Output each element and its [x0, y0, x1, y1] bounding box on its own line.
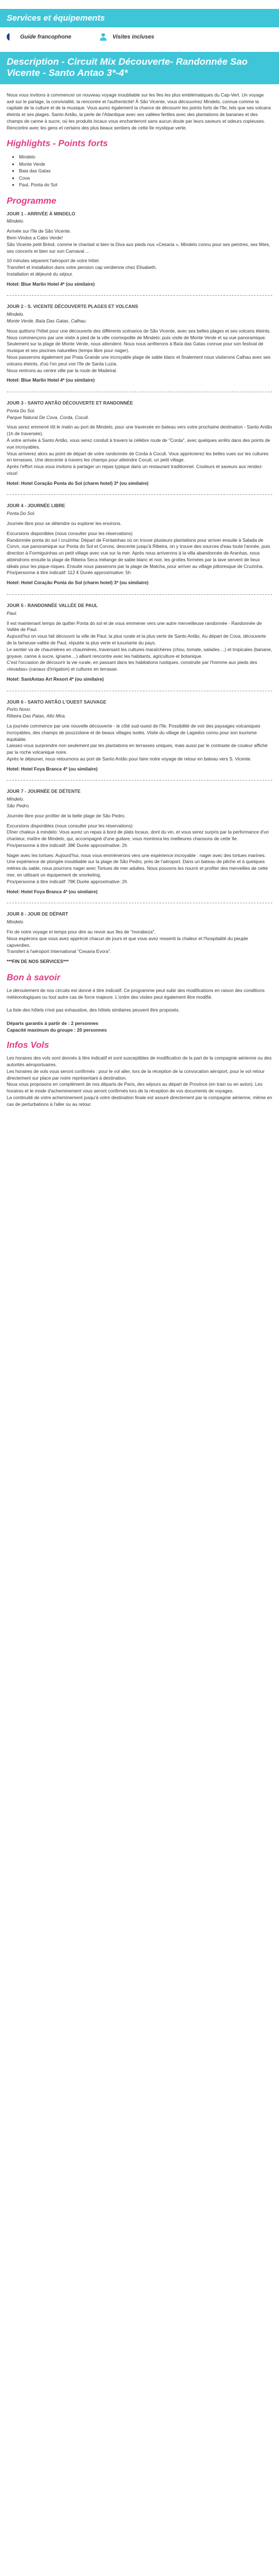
guide-person-icon — [99, 33, 107, 41]
day-hotel: Hotel: Hotel Foya Branca 4* (ou similaire) — [7, 888, 98, 894]
programme-day — [0, 911, 279, 965]
good-to-know-title: Bon à savoir — [7, 972, 61, 983]
service-item-guide — [7, 33, 71, 41]
day-hotel: Hotel: Blue Marlin Hotel 4* (ou similaire) — [7, 281, 95, 287]
highlights-title: Highlights - Points forts — [7, 139, 108, 149]
day-separator — [7, 295, 272, 296]
end-of-services: ***FIN DE NOS SERVICES*** — [7, 959, 69, 965]
day-description: Fin de notre voyage et temps pour dire au revoir aux îles de "morabeza". Nous espérons que vous avez apprécié chacun de jours et que vous avez ressenti la chaleur et l'hospitalité du peuple capverdien. Transfert à l'aéroport International "Cesaria Evora". — [7, 928, 248, 955]
programme-days — [0, 211, 279, 965]
day-location: Porto Novo. Ribeira Das Patas, Alto Mira. — [7, 706, 66, 719]
services-section-title: Services et équipements — [0, 9, 279, 27]
service-item-visits — [99, 33, 155, 41]
day-title: JOUR 8 - JOUR DE DÉPART — [7, 911, 69, 917]
highlight-item: • Paul, Ponta do Sol — [19, 181, 279, 188]
programme-day — [0, 788, 279, 895]
day-title: JOUR 5 - RANDONNÉE VALLÉE DE PAUL — [7, 603, 98, 609]
capacity-info: Capacité maximum du groupe : 20 personnes — [7, 1027, 107, 1033]
programme-day — [0, 699, 279, 773]
flights-text: Les horaires des vols sont donnés à titre indicatif et sont susceptibles de modification de la part de la compagnie aérienne ou des autorités aéroportuaires. Les horaires de vols vous seront confirmés : pour le vol aller, lors de la réception de la convocation aéroport, pour le vol retour directement sur place par notre représentant à destination. Nous vous proposons en complément de nos départs de Paris, des séjours au départ de Province (en train ou en avion). Les horaires et le mode d'acheminement vous seront confirmés lors de la réception de vos documents de voyages. La continuité de votre acheminement jusqu'à votre destination finale est assuré directement par la compagnie aérienne, même en cas de perturbations à l'aller ou au retour. — [7, 1055, 272, 1107]
day-separator — [7, 780, 272, 781]
day-separator — [7, 494, 272, 495]
day-location: Paul. — [7, 610, 17, 616]
day-location: Mindelo. — [7, 218, 25, 224]
good-to-know-text: La liste des hôtels n'est pas exhaustive, des hôtels similaires peuvent être proposés. — [7, 1007, 180, 1013]
programme-day — [0, 304, 279, 384]
day-location: Mindelo. Monte Verde, Baía Das Gatas, Calhau. — [7, 311, 87, 324]
day-description: 10 minutes séparent l'aéroport de votre hôtel. Transfert et installation dans votre pension cap verdienne chez Elisabeth. Installation et déjeuné du séjour. — [7, 258, 157, 277]
programme-title: Programme — [7, 196, 56, 206]
day-hotel: Hotel: Hotel Coração Ponta do Sol (charm hotel) 3* (ou similaire) — [7, 580, 149, 586]
day-description: Excursions disponibles (nous consulter pour les réservations) Dîner chaleux à mindelo: Vous aurez un repas à bord de plats locaux, dont du vin, et vous serez surpris par la performance d'un chanteur, maître de Mindelo, qui, accompagné d'une guitare, vous montrera les meilleures chansons de cette île. Prix/personne à titre indicatif: 38€ Durée approximative: 2h — [7, 822, 269, 848]
day-separator — [7, 594, 272, 595]
flights-title: Infos Vols — [7, 1041, 49, 1051]
day-title: JOUR 1 - ARRIVÉE À MINDELO — [7, 210, 75, 216]
departures-info: Départs garantis à partir de : 2 personnes — [7, 1020, 99, 1027]
day-title: JOUR 4 - JOURNÉE LIBRE — [7, 503, 65, 509]
good-to-know-text: Le déroulement de nos circuits est donné à titre indicatif. Ce programme peut subir des modifications en raison des conditions météorologiques ou tout autre cas de force majeure. L'ordre des visites peut également être modifié. — [7, 987, 265, 1000]
day-hotel: Hotel: SantAntao Art Resort 4* (ou similaire) — [7, 676, 104, 682]
highlight-item: • Monte Verde — [19, 161, 279, 167]
day-location: Mindelo. — [7, 919, 25, 925]
description-text: Nous vous invitons à commencer un nouveau voyage inoubliable sur les îles les plus emblématiques du Cap-Vert. Un voyage axé sur le partage, la convivialité, la rencontre et l'authenticité! À São Vicente, vous découvrirez Mindelo, connue comme la capitale de la culture et de la musique. Vous aurez également la chance de découvrir les points forts de l'île, tels que ses volcans éteints et ses plages. Santo Antão, la perle de l'Atlantique avec ses vallées fertiles avec des plantations de bananes et des champs de canne à sucre, où les produits locaux vous enchanteront sans aucun doute par leurs saveurs et odeurs copieuses. Rencontre avec les gens et certains des plus beaux sentiers de cette île mystique verte. — [7, 92, 271, 131]
day-hotel: Hotel: Hotel Foya Branca 4* (ou similaire) — [7, 765, 98, 772]
day-title: JOUR 2 - S. VICENTE DÉCOUVERTE PLAGES ET VOLCANS — [7, 304, 138, 310]
day-description: Vous serez emmené tôt le matin au port de Mindelo, pour une traversée en bateau vers votre prochaine destination - Santo Antão (1h de traversée). À votre arrivée à Santo Antão, vous serez conduit à travers la célèbre route de "Corda", avec quelques arrêts dans des points de vue incroyables. Vous arriverez alors au point de départ de votre randonnée de Corda à Coculi. Vous apprécierez les belles vues sur les cultures en terrasses. Une descente à travers les champs pour atteindre Coculi, un petit village. Après l'effort nous vous invitons à partager un repas typique dans un restaurant traditionnel. Couleurs et saveurs aux rendez-vous! — [7, 424, 272, 476]
highlights-list — [0, 153, 279, 188]
day-description: Nager avec les tortues: Aujourd'hui, nous vous emmènerons vers une expérience incroyable : nager avec des tortues marines. Une expérience de plongée inoubliable sur la plage de São Pedro, près de l'aéroport. Dans un bateau de pêche et à quelques mètres du sable, nous pourrons nager avec Tortues de mer adultes. Nous pouvons les nourrir et profiter des merveilles de cette mer, en utilisant un équipement de snorkeling. Prix/personne à titre indicatif: 78€ Durée approximative: 2h — [7, 852, 268, 884]
day-description: Nous quittons l'hôtel pour une découverte des différents scénarios de São Vicente, avec ses belles plages et ses volcans éteints. Nous commençons par une visite à pied de la ville cosmopolite de Mindelo; puis visite de Monte Verde et sa vue panoramique. Seulement sur la plage de Monte Verde, nous attendent. Nous nous arrêterons à Baía das Gatas connue pour son festival de musique et ses piscines naturelles (temps libre pour nager). Nous passerons également par Praia Grande une incroyable plage de sable blanc et finalement nous visiterons Calhau avec ses volcans éteints, d'où l'on peut voir l'île de Santa Luzia. Nous rentrons au centre ville par la route de Madeiral. — [7, 328, 271, 373]
programme-day — [0, 211, 279, 288]
day-description: La journée commence par une nouvelle découverte - le côté sud-ouest de l'île. Possibilité de voir des paysages volcaniques incroyables, des champs de pouzzolane et de beaux villages isolés. Visite du village de Lagedos connu pour son tourisme équitable. Laissez-vous surprendre non seulement par les plantations en terrasses uniques, mais aussi par le contraste de couleur affiché par la roche volcanique noire. Après le déjeuner, nous retournons au port de Santo Antão pour faire notre voyage de retour en bateau vers S. Vicente. — [7, 723, 268, 762]
day-title: JOUR 6 - SANTO ANTÃO L'OUEST SAUVAGE — [7, 699, 107, 705]
day-location: Ponta Do Sol. Parque Natural De Cova, Corda, Coculi. — [7, 407, 89, 420]
day-description: Journée libre pour profiter de la belle plage de São Pedro. — [7, 812, 126, 818]
day-title: JOUR 7 - JOURNÉE DE DÉTENTE — [7, 788, 81, 795]
day-description: Il est maintenant temps de quitter Ponta do sol et de vous emmener vers une autre merveilleuse randonnée - Randonnée de Vallée de Paul. Aujourd'hui on vous fait découvrir la ville de Paul, la plus rurale et la plus verte de Santo Antão. Au départ de Cova, découverte de la fameuse vallée de Paul, réputée la plus verte et luxuriante du pays. Le sentier va de chaumières en chaumières, traversant les cultures maraîchères (chou, tomate, salades....) et tropicales (banane, goyave, canne à sucre, igname....) alliant rencontre avec les habitants, agriculture et botanique. C'est l'occasion de découvrir la vie rurale, en passant dans les habitations rustiques, construite par l'homme aux pieds des «levadas» (canaux d'irrigation) et cultures en terrasse. — [7, 620, 272, 672]
day-title: JOUR 3 - SANTO ANTÃO DÉCOUVERTE ET RANDONNÉE — [7, 400, 133, 406]
day-location: Mindelo. São Pedro. — [7, 796, 30, 808]
service-label: Guide francophone — [20, 33, 71, 40]
description-title: Description - Circuit Mix Découverte- Randonnée Sao Vicente - Santo Antao 3*-4* — [0, 52, 279, 84]
programme-day — [0, 503, 279, 586]
day-hotel: Hotel: Blue Marlin Hotel 4* (ou similaire) — [7, 377, 95, 383]
highlight-item: • Cova — [19, 175, 279, 181]
day-location: Ponta Do Sol. — [7, 511, 36, 517]
highlight-item: • Baia das Gatas — [19, 167, 279, 174]
day-hotel: Hotel: Hotel Coração Ponta do Sol (charm hotel) 3* (ou similaire) — [7, 480, 149, 486]
programme-day — [0, 400, 279, 487]
day-description: Arrivée sur l'île de São Vicente. Bem-Vindos a Cabo Verde! São Vicente petit Brésil, comme le chantait si bien la Diva aux pieds nus «Cesaria », Mindelo connu pour ses peintres, ses fêtes, ses concerts et bien sur son Carnaval ... — [7, 228, 271, 254]
services-list — [0, 27, 279, 41]
service-label: Visites incluses — [112, 33, 155, 40]
french-flag-icon — [7, 33, 15, 41]
day-description: Journée libre pour se détendre ou explorer les environs. — [7, 521, 122, 526]
highlight-item: • Mindelo — [19, 153, 279, 160]
programme-day — [0, 603, 279, 683]
day-description: Excursions disponibles (nous consulter pour les réservations) Randonnée ponta do sol I cruzinha: Départ de Fontainhas où on trouve plusieurs plantations pour arriver ensuite à Salada de Corvo, vue panoramique sur Ponta do Sol et Corvos, descente jusqu'à Ribeira, on y trouve des sources d'eau toute l'année, puis direction à Formiguinhas un petit village avec vue sur la mer. Après nous arriverons à la villa abandonnée de Aranhas, nous atteindrons ensuite la plage de Ribeira Seca mélange de sable blanc et noir, les grottes formées par la lave servent de lieux idéals pour les pique-niques. Ensuite nous passerons par la plage de Matcha, pour arriver au village pittoresque de Cruzinha. Prix/personne à titre indicatif: 112 € Durée approximative: 5h — [7, 530, 270, 576]
